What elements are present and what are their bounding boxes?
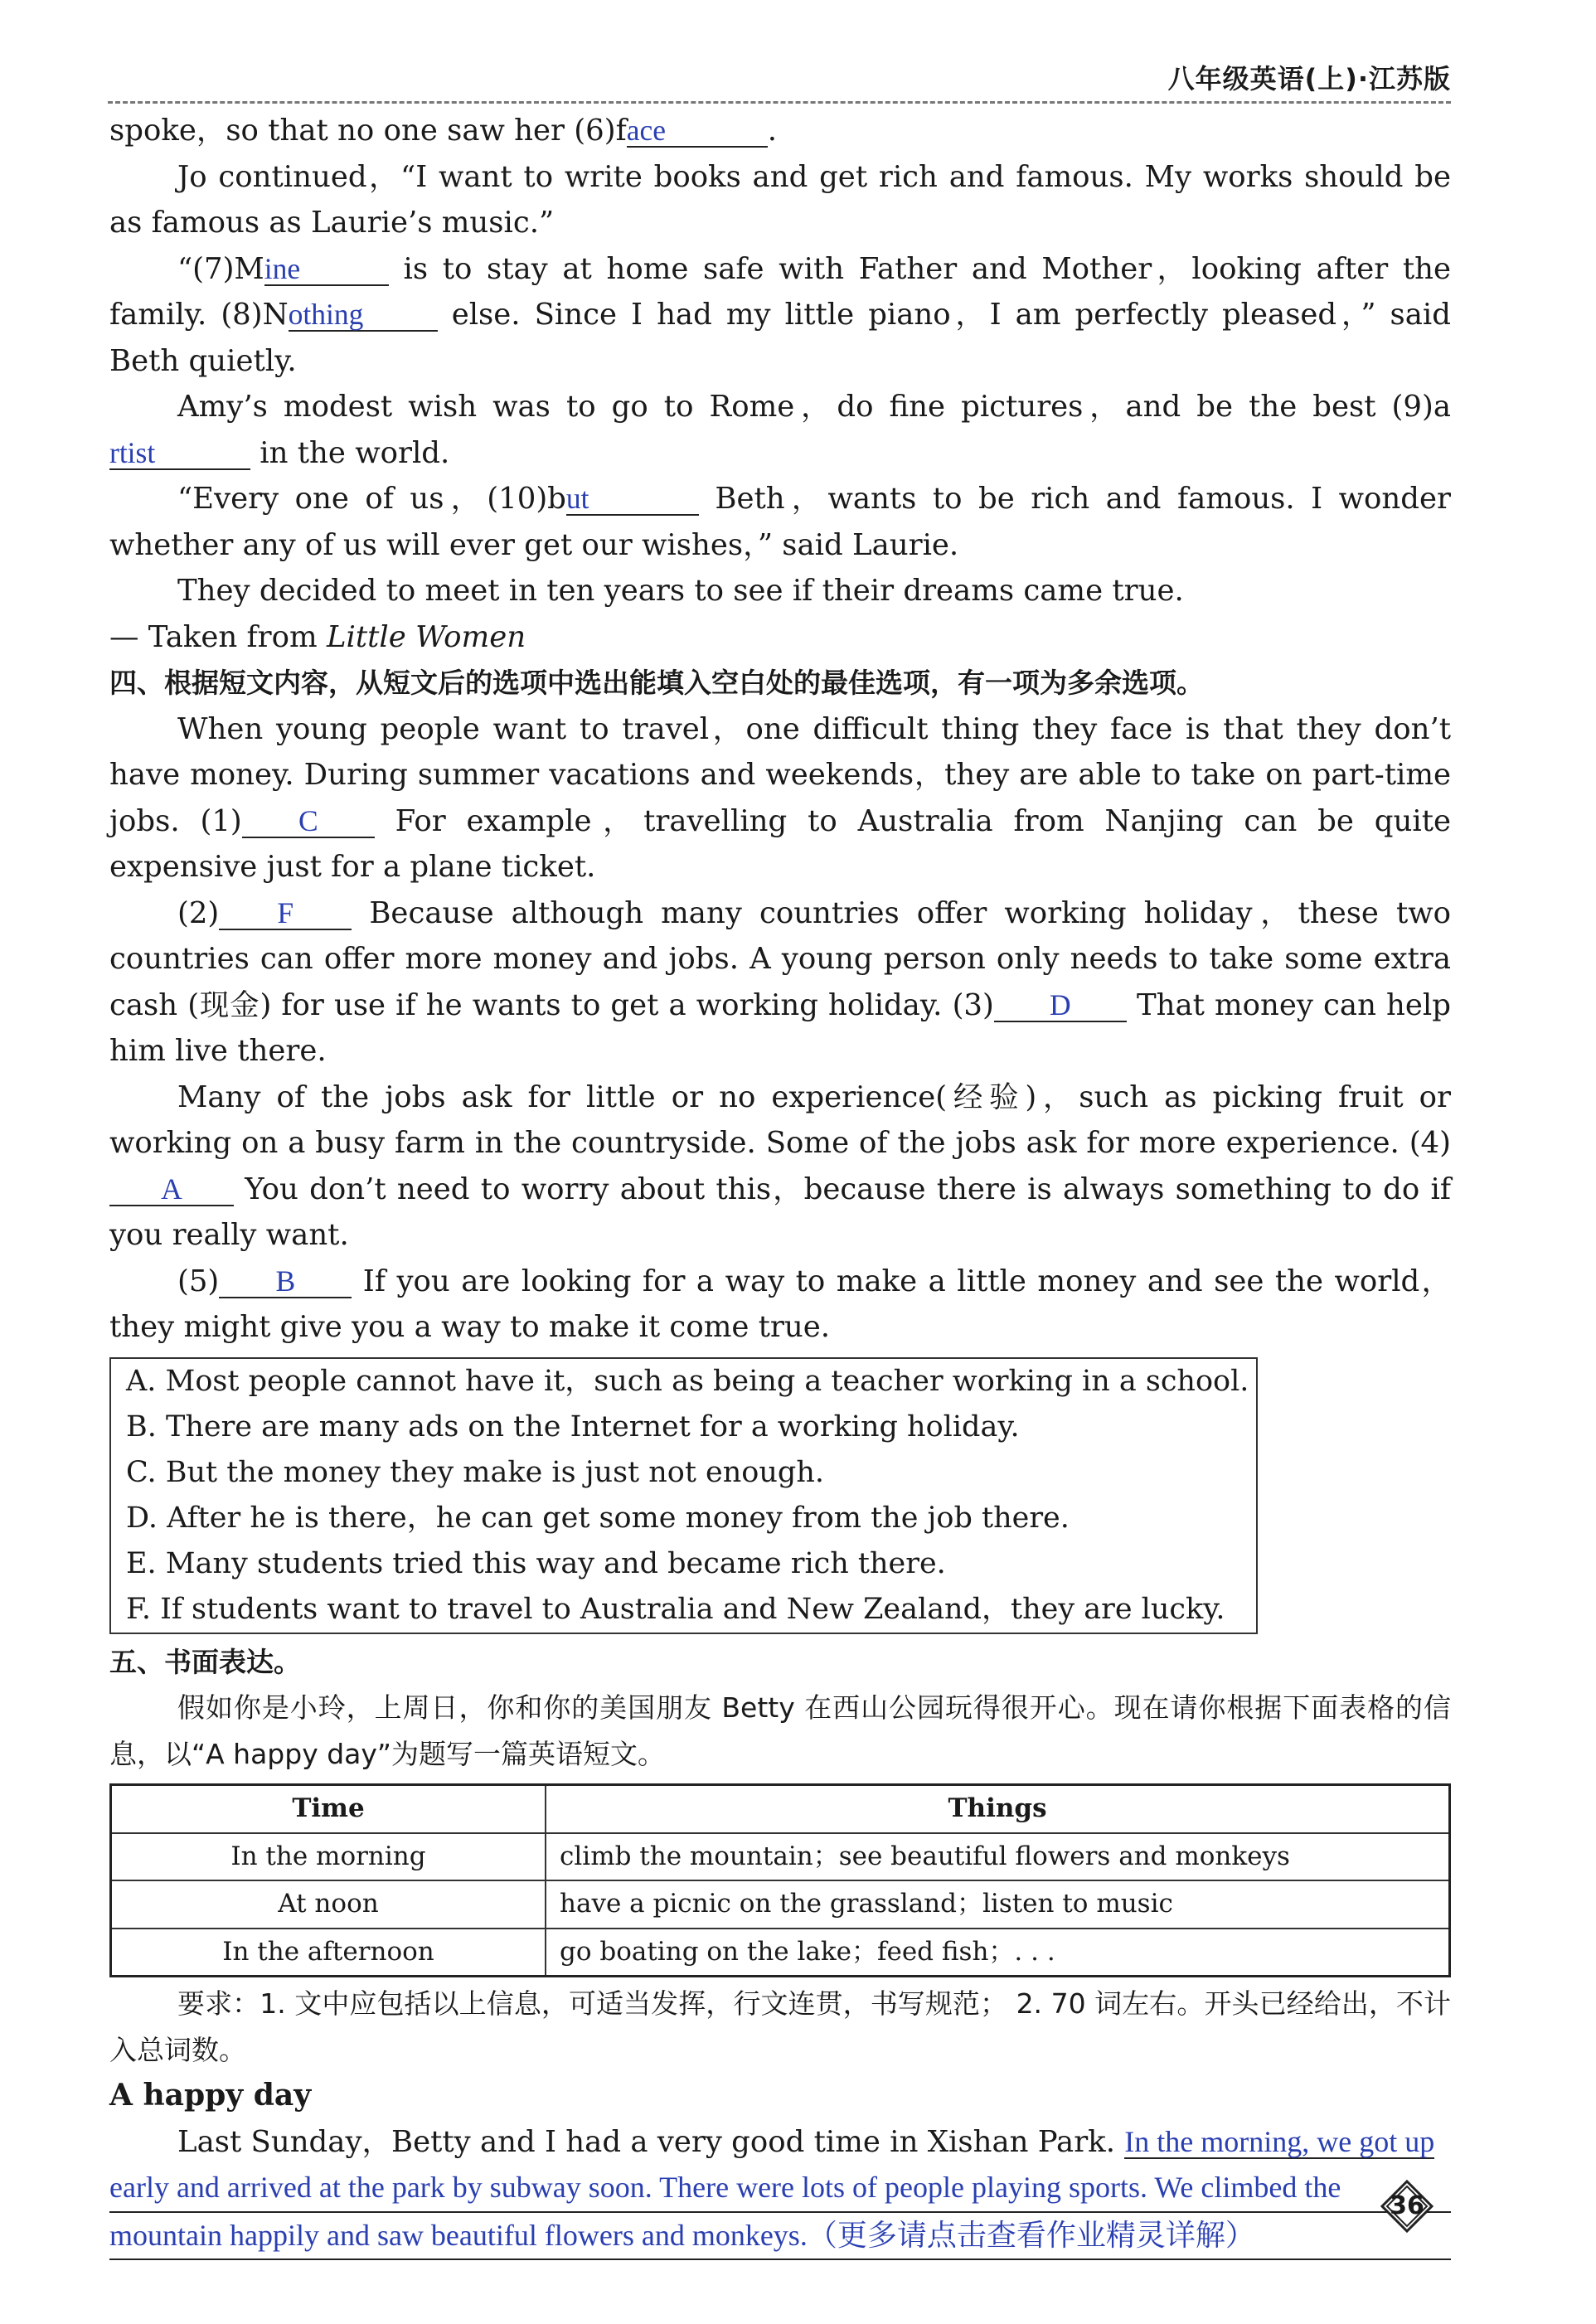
passage-text: When young people want to travel，one difficult thing they face is that they don’t have money. During summer vacations and weekends，they are able to take on part-time jobs. — [109, 711, 1451, 838]
option-c: C. But the money they make is just not enough. — [126, 1455, 824, 1489]
essay-line-1 — [109, 2119, 1451, 2166]
option-a: A. Most people cannot have it，such as being a teacher working in a school. — [126, 1364, 1249, 1398]
table-row — [111, 1880, 1450, 1929]
cloze-para-2 — [109, 246, 1451, 385]
table-cell-time: In the morning — [111, 1833, 546, 1881]
passage-para-4 — [109, 1259, 1451, 1351]
passage-text: If you are looking for a way to make a little money and see the world，they might give you a way to make it come true. — [109, 1264, 1451, 1344]
option-e: E. Many students tried this way and became rich there. — [126, 1546, 946, 1580]
table-cell-time: At noon — [111, 1880, 546, 1929]
passage-para-3 — [109, 1075, 1451, 1259]
page-number: 36 — [1390, 2191, 1424, 2220]
source-citation — [109, 614, 1451, 661]
answer-blank-5: B — [219, 1266, 352, 1298]
cloze-para-1: Jo continued，“I want to write books and get rich and famous. My works should be as famous as Laurie’s music.” — [109, 159, 1451, 240]
source-title: Little Women — [326, 619, 526, 654]
essay-title: A happy day — [109, 2078, 312, 2113]
passage-para-2 — [109, 890, 1451, 1075]
passage-text: Because although many countries offer working holiday，these two countries can offer more money and jobs. A young person only needs to take some extra cash (现金) for use if he wants to get a working holiday. — [109, 895, 1451, 1022]
blank-number: (5) — [177, 1264, 220, 1298]
table-header-row — [111, 1785, 1450, 1833]
cloze-text: in the world. — [250, 435, 450, 470]
requirements: 要求：1. 文中应包括以上信息，可适当发挥，行文连贯，书写规范； 2. 70 词左右。开头已经给出，不计入总词数。 — [109, 1987, 1451, 2066]
table-cell-things: have a picnic on the grassland；listen to music — [546, 1880, 1450, 1929]
table-row — [111, 1833, 1450, 1881]
answer-blank-2: F — [219, 898, 352, 930]
passage-text: Many of the jobs ask for little or no experience(经验)，such as picking fruit or working on a busy farm in the countryside. Some of the jobs ask for more experience. — [109, 1080, 1451, 1160]
answer-blank-1: C — [242, 806, 375, 838]
header-title: 八年级英语(上)·江苏版 — [1167, 63, 1451, 95]
options-box — [109, 1357, 1258, 1634]
cloze-text: spoke，so that no one saw her (6)f — [109, 114, 627, 148]
blank-number: (3) — [952, 987, 994, 1022]
writing-prompt: 假如你是小玲，上周日，你和你的美国朋友 Betty 在西山公园玩得很开心。现在请你根据下面表格的信息，以“A happy day”为题写一篇英语短文。 — [109, 1691, 1451, 1770]
answer-blank-4: A — [109, 1174, 234, 1206]
answer-blank-9: rtist — [109, 438, 250, 470]
cloze-text: “Every one of us，(10)b — [177, 482, 566, 516]
blank-number: (1) — [200, 803, 242, 838]
cloze-text: “(7)M — [177, 251, 264, 286]
table-row — [111, 1929, 1450, 1977]
blank-number: (4) — [1409, 1126, 1451, 1160]
essay-answer-1: In the morning, we got up — [1124, 2124, 1435, 2158]
section-4-heading: 四、根据短文内容，从短文后的选项中选出能填入空白处的最佳选项，有一项为多余选项。 — [109, 667, 1204, 699]
page-number-badge — [1380, 2179, 1434, 2234]
source-prefix: — Taken from — [109, 619, 327, 654]
passage-para-1 — [109, 706, 1451, 890]
info-table — [109, 1783, 1451, 1977]
cloze-text: Amy’s modest wish was to go to Rome，do fine pictures，and be the best (9)a — [177, 390, 1451, 424]
cloze-text: is to stay at home safe with Father and Mother，looking after the family. (8)N — [109, 251, 1451, 332]
cloze-text: . — [767, 114, 778, 148]
answer-blank-10: ut — [566, 483, 699, 516]
option-b: B. There are many ads on the Internet for a working holiday. — [126, 1409, 1020, 1443]
page-header — [108, 51, 1451, 104]
cloze-para-5: They decided to meet in ten years to see if their dreams came true. — [177, 574, 1184, 608]
page-content — [109, 108, 1451, 2260]
table-cell-things: climb the mountain；see beautiful flowers and monkeys — [546, 1833, 1450, 1881]
essay-start: Last Sunday，Betty and I had a very good time in Xishan Park. — [177, 2124, 1125, 2159]
cloze-text: else. Since I had my little piano，I am perfectly pleased，” said Beth quietly. — [109, 298, 1451, 378]
option-f: F. If students want to travel to Australia and New Zealand，they are lucky. — [126, 1592, 1225, 1626]
essay-answer-2: early and arrived at the park by subway soon. There were lots of people playing sports. We climbed the — [109, 2165, 1451, 2213]
cloze-para-0 — [109, 108, 1451, 154]
cloze-para-4 — [109, 476, 1451, 568]
passage-text: That money can help him live there. — [109, 987, 1452, 1068]
table-cell-things: go boating on the lake；feed fish；. . . — [546, 1929, 1450, 1977]
section-5-heading: 五、书面表达。 — [109, 1645, 301, 1678]
cloze-para-3 — [109, 384, 1451, 476]
option-d: D. After he is there，he can get some money from the job there. — [126, 1501, 1070, 1535]
answer-blank-3: D — [994, 990, 1127, 1022]
table-header-time: Time — [111, 1785, 546, 1833]
answer-blank-8: othing — [289, 299, 438, 332]
table-header-things: Things — [546, 1785, 1450, 1833]
table-cell-time: In the afternoon — [111, 1929, 546, 1977]
passage-text: You don’t need to worry about this，because there is always something to do if you really want. — [109, 1172, 1451, 1252]
passage-text: For example，travelling to Australia from Nanjing can be quite expensive just for a plane ticket. — [109, 803, 1451, 884]
cloze-text: Beth，wants to be rich and famous. I wonder whether any of us will ever get our wishes，” said Laurie. — [109, 482, 1451, 562]
answer-blank-6: ace — [627, 115, 768, 148]
answer-blank-7: ine — [264, 254, 389, 286]
essay-answer-3: mountain happily and saw beautiful flowers and monkeys.（更多请点击查看作业精灵详解） — [109, 2213, 1451, 2261]
blank-number: (2) — [177, 895, 220, 930]
